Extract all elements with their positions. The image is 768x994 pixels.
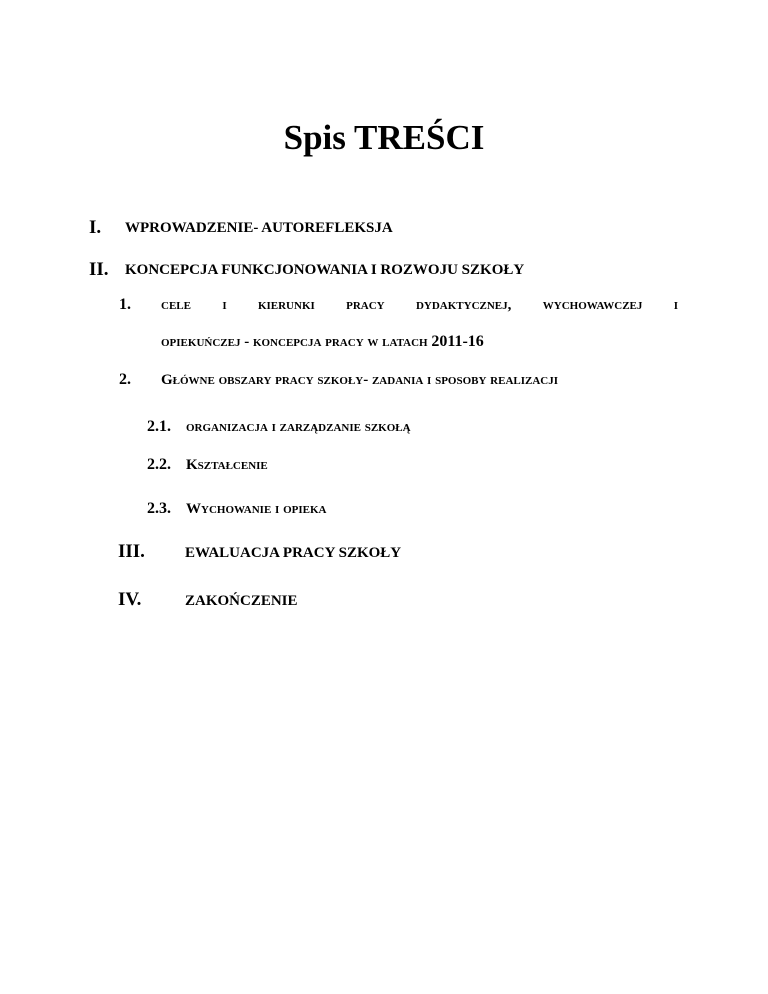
toc-number: III.	[118, 541, 145, 562]
page-title: Spis TREŚCI	[283, 118, 485, 157]
toc-entry-2-2	[119, 371, 679, 393]
toc-entry-4	[118, 589, 678, 613]
toc-text-line-2	[161, 333, 484, 351]
toc-word: i	[673, 297, 678, 313]
toc-text: EWALUACJA PRACY SZKOŁY	[185, 545, 402, 561]
toc-text: Wychowanie i opieka	[186, 501, 327, 517]
toc-text: organizacja i zarządzanie szkołą	[186, 419, 411, 435]
toc-number: I.	[89, 217, 102, 238]
toc-word: i	[222, 297, 227, 313]
toc-text: Kształcenie	[186, 457, 268, 473]
toc-text: opiekuńczej - koncepcja pracy w latach	[161, 334, 432, 350]
toc-entry-2-1	[119, 296, 679, 356]
toc-text: KONCEPCJA FUNKCJONOWANIA I ROZWOJU SZKOŁY	[125, 262, 525, 278]
toc-number: 2.1.	[147, 418, 171, 435]
toc-number: 2.2.	[147, 456, 171, 473]
toc-entry-1	[89, 217, 689, 241]
toc-entry-2	[89, 259, 689, 283]
toc-word: wychowawczej	[542, 297, 643, 313]
toc-text: WPROWADZENIE- AUTOREFLEKSJA	[125, 220, 393, 236]
toc-word: cele	[161, 297, 191, 313]
toc-number: 2.3.	[147, 500, 171, 517]
toc-years: 2011-16	[431, 333, 484, 350]
toc-word: dydaktycznej,	[415, 297, 512, 313]
toc-text: ZAKOŃCZENIE	[185, 593, 298, 609]
toc-word: pracy	[346, 297, 385, 313]
toc-text-line-1	[161, 297, 678, 314]
toc-number: II.	[89, 259, 109, 280]
toc-entry-2-2-2	[147, 456, 647, 478]
toc-text: Główne obszary pracy szkoły- zadania i sposoby realizacji	[161, 372, 559, 388]
toc-number: 2.	[119, 371, 131, 388]
toc-number: IV.	[118, 589, 142, 610]
toc-word: kierunki	[257, 297, 315, 313]
toc-entry-2-2-1	[147, 418, 647, 440]
toc-number: 1.	[119, 296, 131, 313]
toc-entry-3	[118, 541, 678, 565]
toc-entry-2-2-3	[147, 500, 647, 522]
